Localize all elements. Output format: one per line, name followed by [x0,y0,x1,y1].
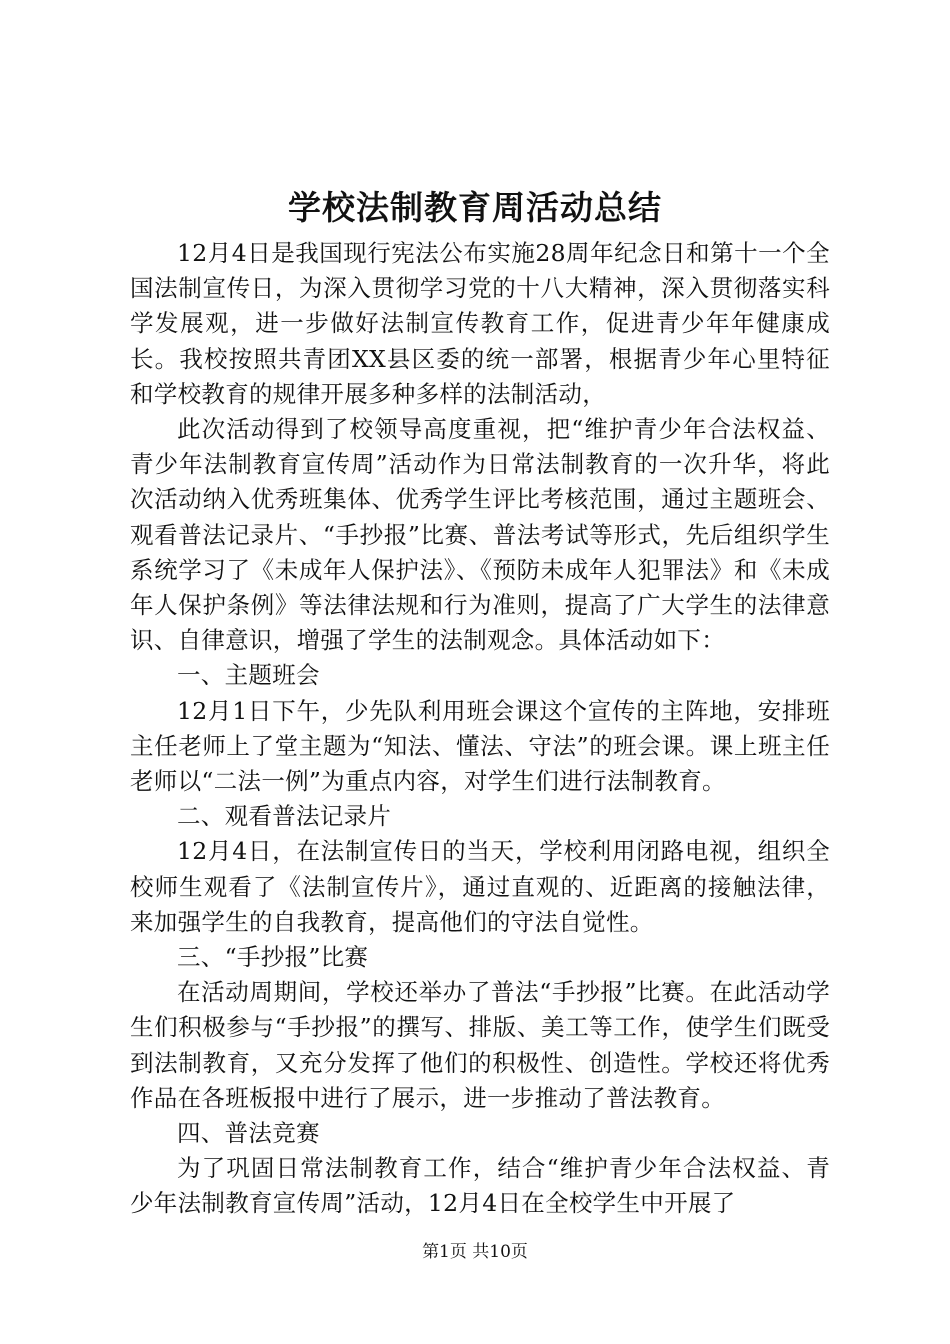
page-number-footer: 第1页 共10页 [422,1242,528,1262]
paragraph-handwritten-newspaper: 在活动周期间，学校还举办了普法“手抄报”比赛。在此活动学生们积极参与“手抄报”的撰写、排版、美工等工作，使学生们既受到法制教育，又充分发挥了他们的积极性、创造性。学校还将优秀作品在各班板报中进行了展示，进一步推动了普法教育。 [130,978,830,1112]
section-heading-handwritten-newspaper: 三、“手抄报”比赛 [177,943,369,972]
section-heading-class-meeting: 一、主题班会 [177,661,320,690]
section-heading-law-contest: 四、普法竞赛 [177,1119,320,1148]
paragraph-class-meeting: 12月1日下午，少先队利用班会课这个宣传的主阵地，安排班主任老师上了堂主题为“知法、懂法、守法”的班会课。课上班主任老师以“二法一例”为重点内容，对学生们进行法制教育。 [130,696,830,796]
paragraph-intro: 12月4日是我国现行宪法公布实施28周年纪念日和第十一个全国法制宣传日，为深入贯彻学习党的十八大精神，深入贯彻落实科学发展观，进一步做好法制宣传教育工作，促进青少年年健康成长。我校按照共青团XX县区委的统一部署，根据青少年心里特征和学校教育的规律开展多种多样的法制活动， [130,239,830,408]
paragraph-law-contest: 为了巩固日常法制教育工作，结合“维护青少年合法权益、青少年法制教育宣传周”活动，12月4日在全校学生中开展了 [130,1154,830,1218]
document-title: 学校法制教育周活动总结 [288,188,662,227]
paragraph-documentary: 12月4日，在法制宣传日的当天，学校利用闭路电视，组织全校师生观看了《法制宣传片》，通过直观的、近距离的接触法律，来加强学生的自我教育，提高他们的守法自觉性。 [130,837,830,936]
paragraph-overview: 此次活动得到了校领导高度重视，把“维护青少年合法权益、青少年法制教育宣传周”活动作为日常法制教育的一次升华，将此次活动纳入优秀班集体、优秀学生评比考核范围，通过主题班会、观看普法记录片、“手抄报”比赛、普法考试等形式，先后组织学生系统学习了《未成年人保护法》、《预防未成年人犯罪法》和《未成年人保护条例》等法律法规和行为准则，提高了广大学生的法律意识、自律意识，增强了学生的法制观念。具体活动如下： [130,415,830,655]
document-body [130,236,830,1222]
section-heading-documentary: 二、观看普法记录片 [177,802,392,831]
